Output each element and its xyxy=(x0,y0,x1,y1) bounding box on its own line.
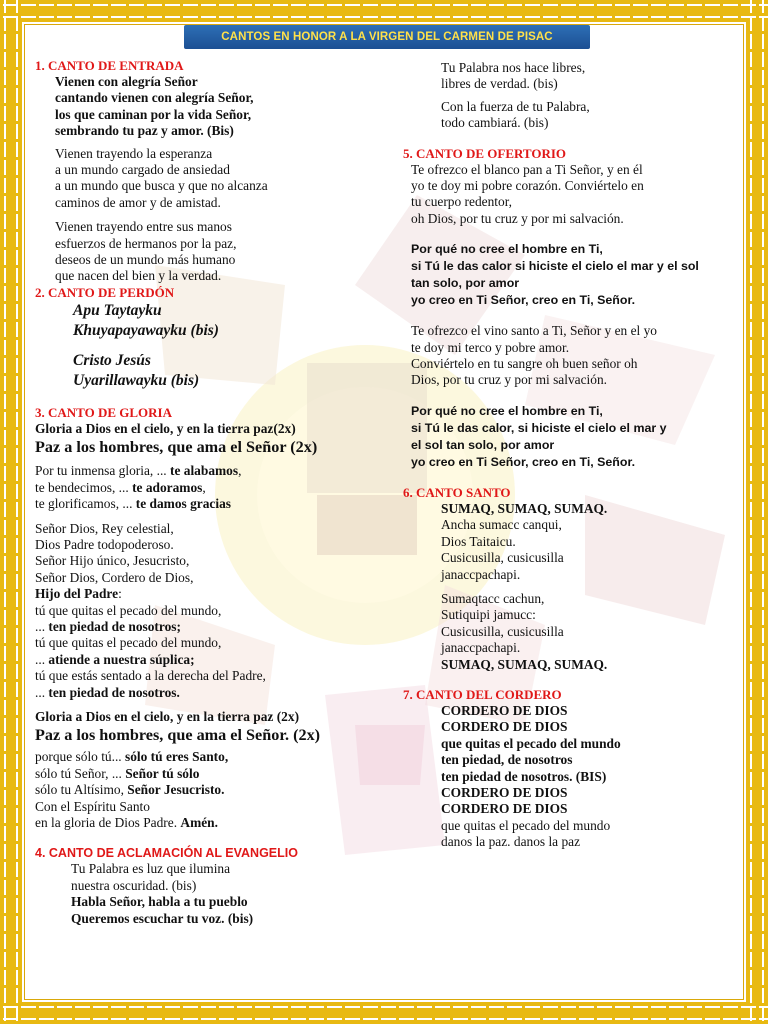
lyric-line: tú que quitas el pecado del mundo, xyxy=(35,602,222,618)
lyric-line: Señor Dios, Rey celestial, xyxy=(35,520,174,536)
lyric-line: si Tú le das calor si hiciste el cielo el mar y el sol xyxy=(411,259,699,274)
lyric-line: los que caminan por la vida Señor, xyxy=(55,106,252,122)
gloria-part-1 xyxy=(35,463,395,512)
lyric-line: cantando vienen con alegría Señor, xyxy=(55,90,254,106)
lyric-line: Dios Taitaicu. xyxy=(441,533,516,549)
gloria-part-3 xyxy=(35,749,395,831)
lyric-line: janaccpachapi. xyxy=(441,566,521,582)
lyric-line: Por qué no cree el hombre en Ti, xyxy=(411,242,603,257)
lyric-line: Ancha sumacc canqui, xyxy=(441,517,562,533)
lyric-line: tan solo, por amor xyxy=(411,276,520,291)
lyric-line: ... ten piedad de nosotros. xyxy=(35,684,180,700)
lyric-line: Hijo del Padre: xyxy=(35,586,122,602)
santo-lines xyxy=(403,501,735,673)
ofertorio-refrain-1 xyxy=(403,241,735,309)
lyric-line: que quitas el pecado del mundo xyxy=(441,735,621,751)
lyric-line: oh Dios, por tu cruz y por mi salvación. xyxy=(411,210,624,226)
lyric-line: Cusicusilla, cusicusilla xyxy=(441,550,564,566)
section-heading-entrada: 1. CANTO DE ENTRADA xyxy=(35,58,184,73)
lyric-line: a un mundo que busca y que no alcanza xyxy=(55,178,268,194)
ofertorio-refrain-2 xyxy=(403,403,735,471)
gloria-outro: Gloria a Dios en el cielo, y en la tierra paz (2x) xyxy=(35,708,300,724)
gloria-outro-big: Paz a los hombres, que ama el Señor. (2x) xyxy=(35,726,321,745)
lyric-line: a un mundo cargado de ansiedad xyxy=(55,162,230,178)
lyric-line: Cristo Jesús xyxy=(73,351,151,369)
lyric-line: Por qué no cree el hombre en Ti, xyxy=(411,403,603,418)
aclamacion-lines xyxy=(35,861,395,927)
lyric-line: te doy mi terco y pobre amor. xyxy=(411,339,570,355)
section-heading-santo: 6. CANTO SANTO xyxy=(403,484,511,500)
lyric-line: Te ofrezco el blanco pan a Ti Señor, y en él xyxy=(411,161,643,177)
lyric-line: danos la paz. danos la paz xyxy=(441,834,581,850)
entrada-verse-1 xyxy=(35,146,395,212)
lyric-line: tu cuerpo redentor, xyxy=(411,194,512,210)
lyric-line: el sol tan solo, por amor xyxy=(411,437,555,452)
gloria-intro-big: Paz a los hombres, que ama el Señor (2x) xyxy=(35,438,318,457)
section-heading-perdon: 2. CANTO DE PERDÓN xyxy=(35,284,175,300)
section-heading-ofertorio: 5. CANTO DE OFERTORIO xyxy=(403,145,567,161)
lyric-line: Cusicusilla, cusicusilla xyxy=(441,623,564,639)
lyric-line: que quitas el pecado del mundo xyxy=(441,817,611,833)
lyric-line: SUMAQ, SUMAQ, SUMAQ. xyxy=(441,656,608,672)
section-heading-cordero: 7. CANTO DEL CORDERO xyxy=(403,686,562,702)
lyric-line: Dios Padre todopoderoso. xyxy=(35,536,174,552)
lyric-line: tú que quitas el pecado del mundo, xyxy=(35,635,222,651)
lyric-line: esfuerzos de hermanos por la paz, xyxy=(55,235,237,251)
lyric-line: sólo tú Señor, ... Señor tú sólo xyxy=(35,765,200,781)
lyric-line: deseos de un mundo más humano xyxy=(55,252,236,268)
lyric-line: Vienen con alegría Señor xyxy=(55,74,198,89)
lyric-line: ... atiende a nuestra súplica; xyxy=(35,651,195,667)
right-column xyxy=(403,60,735,851)
lyric-line: Sumaqtacc cachun, xyxy=(441,590,545,606)
lyric-line: Khuyapayawayku (bis) xyxy=(73,321,219,339)
lyric-line: Tu Palabra nos hace libres, xyxy=(441,60,586,75)
lyric-line: tú que estás sentado a la derecha del Padre, xyxy=(35,668,266,684)
page-title: CANTOS EN HONOR A LA VIRGEN DEL CARMEN DE PISAC xyxy=(184,25,590,49)
lyric-line: si Tú le das calor, si hiciste el cielo el mar y xyxy=(411,420,667,435)
lyric-line: porque sólo tú... sólo tú eres Santo, xyxy=(35,749,229,765)
aclamacion-continued xyxy=(403,60,735,132)
lyric-line: libres de verdad. (bis) xyxy=(441,76,558,92)
lyric-line: CORDERO DE DIOS xyxy=(441,801,568,817)
lyric-line: en la gloria de Dios Padre. Amén. xyxy=(35,815,218,830)
lyric-line: nuestra oscuridad. (bis) xyxy=(71,877,197,893)
lyric-line: sólo tu Altísimo, Señor Jesucristo. xyxy=(35,782,225,798)
lyric-line: CORDERO DE DIOS xyxy=(441,784,568,800)
left-column xyxy=(35,58,395,927)
lyric-line: Apu Taytayku xyxy=(73,301,162,319)
lyric-line: te glorificamos, ... te damos gracias xyxy=(35,496,231,512)
lyric-line: CORDERO DE DIOS xyxy=(441,702,568,718)
section-heading-gloria: 3. CANTO DE GLORIA xyxy=(35,404,173,420)
lyric-line: yo creo en Ti Señor, creo en Ti, Señor. xyxy=(411,454,636,469)
cordero-lines xyxy=(403,703,735,851)
lyric-line: CORDERO DE DIOS xyxy=(441,719,568,735)
ofertorio-verse-2 xyxy=(403,323,735,389)
lyric-line: ten piedad de nosotros. (BIS) xyxy=(441,768,607,784)
lyric-line: te bendecimos, ... te adoramos, xyxy=(35,479,206,495)
lyric-line: Sutiquipi jamucc: xyxy=(441,607,536,623)
lyric-line: Con el Espíritu Santo xyxy=(35,798,150,814)
lyric-line: Queremos escuchar tu voz. (bis) xyxy=(71,910,254,926)
ofertorio-verse-1 xyxy=(403,162,735,228)
lyric-line: que nacen del bien y la verdad. xyxy=(55,268,222,284)
entrada-verse-2 xyxy=(35,219,395,285)
lyric-line: Conviértelo en tu sangre oh buen señor oh xyxy=(411,356,638,372)
gloria-part-2 xyxy=(35,521,395,701)
lyric-line: sembrando tu paz y amor. (Bis) xyxy=(55,123,234,139)
lyric-line: Con la fuerza de tu Palabra, xyxy=(441,98,590,114)
lyric-line: yo creo en Ti Señor, creo en Ti, Señor. xyxy=(411,293,636,308)
lyric-line: Tu Palabra es luz que ilumina xyxy=(71,861,231,877)
perdon-lines xyxy=(35,301,395,391)
lyric-line: Dios, por tu cruz y por mi salvación. xyxy=(411,372,607,388)
lyric-line: Habla Señor, habla a tu pueblo xyxy=(71,894,248,910)
lyric-line: SUMAQ, SUMAQ, SUMAQ. xyxy=(441,500,608,516)
lyric-line: janaccpachapi. xyxy=(441,640,521,656)
lyric-line: Te ofrezco el vino santo a Ti, Señor y en el yo xyxy=(411,323,657,339)
section-heading-aclamacion: 4. CANTO DE ACLAMACIÓN AL EVANGELIO xyxy=(35,846,298,861)
lyric-line: caminos de amor y de amistad. xyxy=(55,194,221,210)
lyric-line: yo te doy mi pobre corazón. Conviértelo en xyxy=(411,178,644,194)
lyric-line: ... ten piedad de nosotros; xyxy=(35,618,181,634)
lyric-line: Uyarillawayku (bis) xyxy=(73,371,200,389)
lyric-line: todo cambiará. (bis) xyxy=(441,115,549,131)
lyric-line: Por tu inmensa gloria, ... te alabamos, xyxy=(35,463,242,479)
lyric-line: Señor Dios, Cordero de Dios, xyxy=(35,569,194,585)
gloria-intro: Gloria a Dios en el cielo, y en la tierra paz(2x) xyxy=(35,420,296,436)
lyric-line: Señor Hijo único, Jesucristo, xyxy=(35,553,190,569)
lyric-line: Vienen trayendo la esperanza xyxy=(55,145,213,161)
entrada-refrain xyxy=(35,74,395,140)
lyric-line: Vienen trayendo entre sus manos xyxy=(55,219,232,235)
lyric-line: ten piedad, de nosotros xyxy=(441,752,573,768)
